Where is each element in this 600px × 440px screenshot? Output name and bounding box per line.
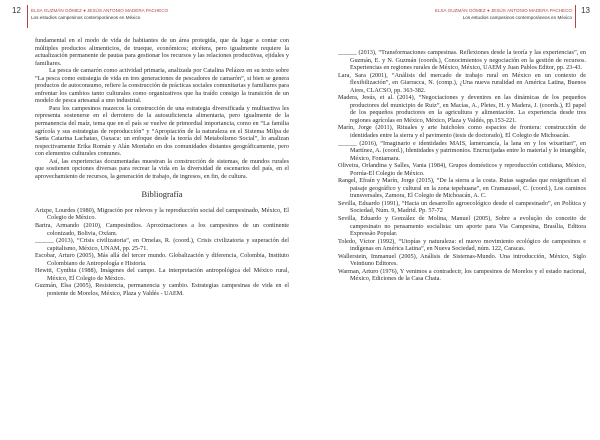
paragraph: La pesca de camarón como actividad primaria, analizada por Catalina Pelázez en su texto sobre “La pesca como estrategia de vida en tres generaciones de pescadores de camarón”, si bien se genera productos de autoconsumo, refiere la construcción de prácticas sociales comunitarias y familiares para enfrentar los cambios tanto culturales como organizativos que ha traído consigo la transición de un modelo de pesca artesanal a uno industrial. [35,67,289,105]
reference-entry: Rangel, Efraín y Marín, Jorge (2015), “De la sierra a la costa. Rutas sagradas que resignifican el paisaje geográfico y cultural en la zona tepehuana”, en Cramaussel, C. (coord.), Los caminos transversales, Zamora, El Colegio de Michoacán, A. C. [338,177,586,200]
left-page-number: 12 [12,6,21,15]
right-page-number: 13 [581,6,590,15]
paragraph: Así, las experiencias documentadas muestran la construcción de sistemas, de mundos rurales que sostienen opciones diversas para recrear la vida en la diversidad de escenarios del país, en el aprovechamiento de recursos, la generación de trabajo, de ingresos, en fin, de cultura. [35,157,289,180]
right-running-header [435,7,572,21]
reference-entry: ______ (2016), “Imaginario e identidades MAIS, lamercancía, la lana en y los wixaritari”, en Martínez, A. (coord.), Identidades y patrimonios. Encrucijadas entre lo material y lo intangible, México, Fontamara. [338,139,586,162]
reference-entry: Sevilla, Eduardo y González de Molina, Manuel (2005), Sobre a evolução do conceito de campesinato no pensamento socialista: um aporte para Via Campesina, Brasília, Editora Expressão Popular. [338,215,586,238]
reference-entry: Marín, Jorge (2011), Rituales y arte huicholes como espacios de frontera: construcción de identidades entre la sierra y el pavimento (tesis de doctorado), El Colegio de Michoacán. [338,124,586,140]
reference-entry: Bartra, Armando (2010), Campesindios. Aproximaciones a los campesinos de un continente colonizado, Bolivia, Oxfam. [35,222,289,237]
reference-entry: Madera, Jesús, et al. (2014), “Negociaciones y devenires en las dinámicas de los pequeños productores del municipio de Ruiz”, en Macías, A., Pletes, H. y Madera, J. (coords.), El papel de los pequeños productores en la agricultura y alimentación. La experiencia desde tres regiones agrícolas en México, México, Plaza y Valdés, pp.153-221. [338,94,586,124]
right-body-references [338,49,586,283]
reference-entry: Lara, Sara (2001), “Análisis del mercado de trabajo rural en México en un contexto de flexibilización”, en Giarracca, N. (comp.), ¿Una nueva ruralidad en América Latina, Buenos Aires, CLACSO, pp. 363-382. [338,71,586,94]
paragraph: fundamental en el modo de vida de habitantes de un área protegida, que da lugar a contar con múltiples productos alimenticios, de trueque, económicos; etcétera, pero igualmente requiere la actualización permanente de pautas para gestionar los recursos y las relaciones productivas, ejidales y familiares. [35,37,289,67]
paragraph: Para los campesinos mazecos la construcción de una estrategia diversificada y multiactiva les representa sostenerse en el derrotero de la autosuficiencia alimentaria, pero igualmente de la permanencia del maíz, tema que en el país se vuelve de primordial importancia, como en “La familia agrícola y sus estrategias de reproducción” y “Apropiación de la naturaleza en el Sistema Milpa de Santa Catarina Lachatao, Oaxaca: un enfoque desde la teoría del Metabolismo Social”, lo analizan respectivamente Erika Román y Alán Montaño en dos comunidades distantes geográficamente, pero con elementos culturales comunes. [35,104,289,158]
reference-entry: ______ (2013), “Transformaciones campesinas. Reflexiones desde la teoría y las experiencias”, en Guzmán, E. y N. Guzmán (coords.), Conocimientos y negociación en la gestión de recursos. Experiencias en regiones rurales de México, México, UAEM y Juan Pablos Editor, pp. 23-43. [338,49,586,72]
left-running-title: Los estudios campesinos contemporáneos en México [31,15,141,20]
left-running-authors: ELSA GUZMÁN GÓMEZ ● JESÚS ANTONIO MADERA PACHECO [31,8,169,13]
reference-entry: Warman, Arturo (1976), Y venimos a contradecir, los campesinos de Morelos y el estado nacional, México, Ediciones de la Casa Chata. [338,267,586,283]
left-body-text [35,37,289,298]
left-running-header [31,7,168,21]
reference-entry: Guzmán, Elsa (2005), Resistencia, permanencia y cambio. Estrategias campesinas de vida en el poniente de Morelos, México, Plaza y Valdés - UAEM. [35,282,289,297]
right-header-divider [575,5,576,28]
bibliography-heading: Bibliografía [141,189,183,200]
reference-entry: Escobar, Arturo (2005), Más allá del tercer mundo. Globalización y diferencia, Colombia, Instituto Colombiano de Antropología e Historia. [35,252,289,267]
reference-entry: Arizpe, Lourdes (1980), Migración por relevos y la reproducción social del campesinado, México, El Colegio de México. [35,206,289,222]
reference-entry: Toledo, Víctor (1992), “Utopías y naturaleza: el nuevo movimiento ecológico de campesinos e indígenas en América Latina”, en Nueva Sociedad, núm. 122, Caracas. [338,237,586,253]
reference-entry: Sevilla, Eduardo (1991), “Hacia un desarrollo agroecológico desde el campesinado”, en Política y Sociedad, Núm. 9, Madrid. Pp. 57-72 [338,199,586,215]
reference-entry: Oliveira, Orlandina y Salles, Vania (1984), Grupos domésticos y reproducción cotidiana, México, Porrúa-El Colegio de México. [338,162,586,177]
right-running-authors: ELSA GUZMÁN GÓMEZ ● JESÚS ANTONIO MADERA PACHECO [434,8,572,13]
right-page [300,0,600,440]
reference-entry: Wallerstein, Immanuel (2005), Análisis de Sistemas-Mundo. Una introducción, México, Siglo Veintiuno Editores. [338,252,586,268]
right-running-title: Los estudios campesinos contemporáneos en México [462,15,572,20]
reference-entry: Hewitt, Cynthia (1988), Imágenes del campo. La interpretación antropológica del México rural, México, El Colegio de México. [35,267,289,282]
reference-entry: ______ (2013), “Crisis civilizatoria”, en Ornelas, R. (coord.), Crisis civilizatoria y superación del capitalismo, México, UNAM, pp. 25-71. [35,237,289,252]
left-header-divider [27,5,28,28]
